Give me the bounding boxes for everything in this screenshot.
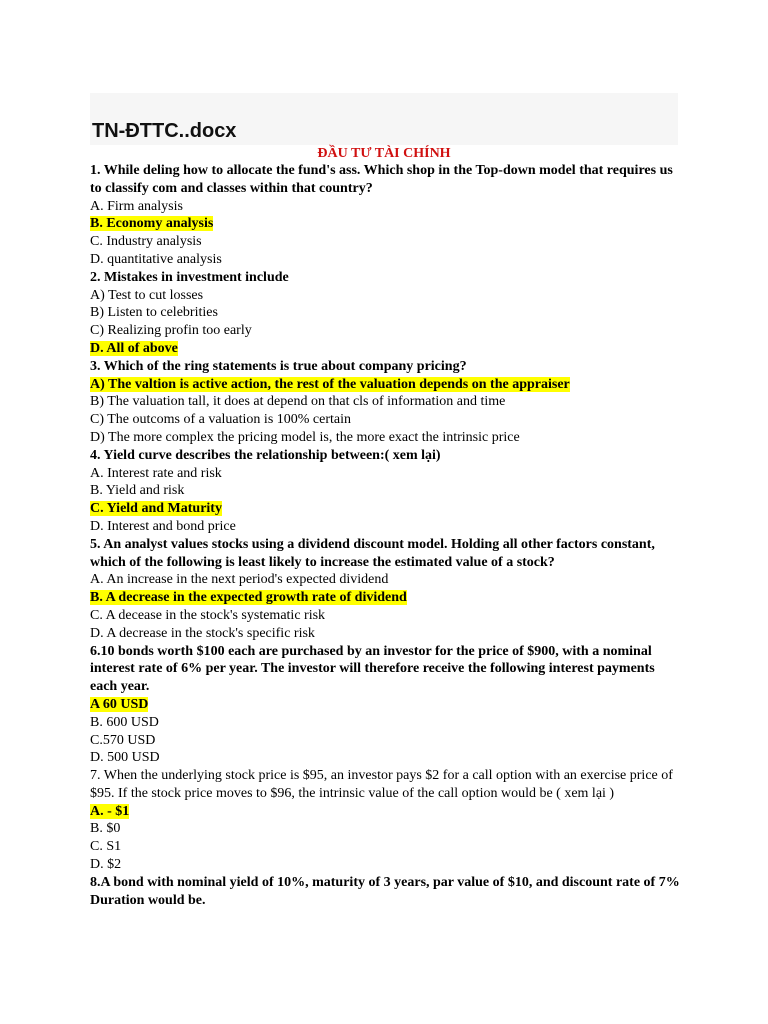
answer-option — [90, 625, 680, 643]
answer-option-correct — [90, 340, 680, 358]
question-block — [90, 358, 680, 447]
answer-option-text: B. $0 — [90, 821, 121, 837]
answer-option — [90, 411, 680, 429]
answer-option-text: D. $2 — [90, 857, 122, 873]
answer-option — [90, 251, 680, 269]
answer-option — [90, 838, 680, 856]
answer-option-text: C) The outcoms of a valuation is 100% certain — [90, 412, 352, 428]
answer-option — [90, 393, 680, 411]
answer-option-text: D. quantitative analysis — [90, 251, 222, 267]
document-title-bar — [90, 93, 678, 145]
question-text: 3. Which of the ring statements is true about company pricing? — [90, 358, 467, 374]
question-text: 7. When the underlying stock price is $95, an investor pays $2 for a call option with an exercise price of $95. If the stock price moves to $96, the intrinsic value of the call option would be ( xem lại ) — [90, 768, 673, 801]
answer-option-text: B. 600 USD — [90, 714, 159, 730]
answer-option — [90, 198, 680, 216]
answer-option-correct — [90, 376, 680, 394]
answer-option-text: A) Test to cut losses — [90, 287, 204, 303]
answer-option — [90, 820, 680, 838]
answer-option-text: D. 500 USD — [90, 750, 160, 766]
document-heading: ĐẦU TƯ TÀI CHÍNH — [317, 146, 451, 161]
answer-option-text: B. Economy analysis — [90, 216, 214, 232]
answer-option-text: D. A decrease in the stock's specific risk — [90, 625, 315, 641]
question-text: 6.10 bonds worth $100 each are purchased by an investor for the price of $900, with a nominal interest rate of 6% per year. The investor will therefore receive the following interest payments each year. — [90, 643, 655, 695]
question-list — [90, 162, 680, 909]
question-block — [90, 643, 680, 768]
answer-option-text: C.570 USD — [90, 732, 156, 748]
answer-option — [90, 571, 680, 589]
answer-option-text: C. A decease in the stock's systematic risk — [90, 607, 326, 623]
answer-option — [90, 607, 680, 625]
question-block — [90, 269, 680, 358]
answer-option-text: C. Industry analysis — [90, 234, 202, 250]
answer-option-text: B. A decrease in the expected growth rate of dividend — [90, 590, 407, 606]
answer-option-text: A) The valtion is active action, the rest of the valuation depends on the appraiser — [90, 376, 570, 392]
answer-option — [90, 732, 680, 750]
answer-option — [90, 429, 680, 447]
question-text: 5. An analyst values stocks using a dividend discount model. Holding all other factors constant, which of the following is least likely to increase the estimated value of a stock? — [90, 536, 655, 570]
answer-option — [90, 714, 680, 732]
question-block — [90, 767, 680, 874]
answer-option-text: D) The more complex the pricing model is, the more exact the intrinsic price — [90, 429, 520, 445]
question-block — [90, 447, 680, 536]
answer-option-correct — [90, 696, 680, 714]
answer-option-text: B) The valuation tall, it does at depend on that cls of information and time — [90, 394, 506, 410]
answer-option-text: A. An increase in the next period's expected dividend — [90, 572, 389, 588]
question-block — [90, 874, 680, 910]
answer-option-text: C) Realizing profin too early — [90, 323, 252, 339]
answer-option-text: D. All of above — [90, 340, 178, 356]
answer-option — [90, 482, 680, 500]
answer-option-correct — [90, 589, 680, 607]
answer-option-correct — [90, 500, 680, 518]
document-title: TN-ĐTTC..docx — [92, 120, 237, 142]
answer-option-text: A 60 USD — [90, 696, 149, 712]
answer-option-text: B. Yield and risk — [90, 483, 185, 499]
question-text: 1. While deling how to allocate the fund's ass. Which shop in the Top-down model that requires us to classify com and classes within that country? — [90, 163, 673, 196]
question-block — [90, 162, 680, 269]
answer-option-text: A. Interest rate and risk — [90, 465, 222, 481]
answer-option-text: C. Yield and Maturity — [90, 501, 222, 517]
answer-option-text: C. S1 — [90, 839, 122, 855]
answer-option-correct — [90, 803, 680, 821]
answer-option — [90, 322, 680, 340]
answer-option-text: A. - $1 — [90, 803, 130, 819]
answer-option-text: D. Interest and bond price — [90, 518, 236, 534]
answer-option — [90, 287, 680, 305]
answer-option — [90, 465, 680, 483]
answer-option — [90, 518, 680, 536]
question-text: 2. Mistakes in investment include — [90, 269, 289, 285]
question-text: 4. Yield curve describes the relationship between:( xem lại) — [90, 447, 441, 463]
answer-option-text: A. Firm analysis — [90, 198, 183, 214]
answer-option — [90, 856, 680, 874]
question-block — [90, 536, 680, 643]
answer-option — [90, 749, 680, 767]
answer-option — [90, 304, 680, 322]
answer-option-text: B) Listen to celebrities — [90, 305, 218, 321]
question-text: 8.A bond with nominal yield of 10%, maturity of 3 years, par value of $10, and discount rate of 7% Duration would be. — [90, 874, 680, 908]
answer-option — [90, 233, 680, 251]
answer-option-correct — [90, 215, 680, 233]
